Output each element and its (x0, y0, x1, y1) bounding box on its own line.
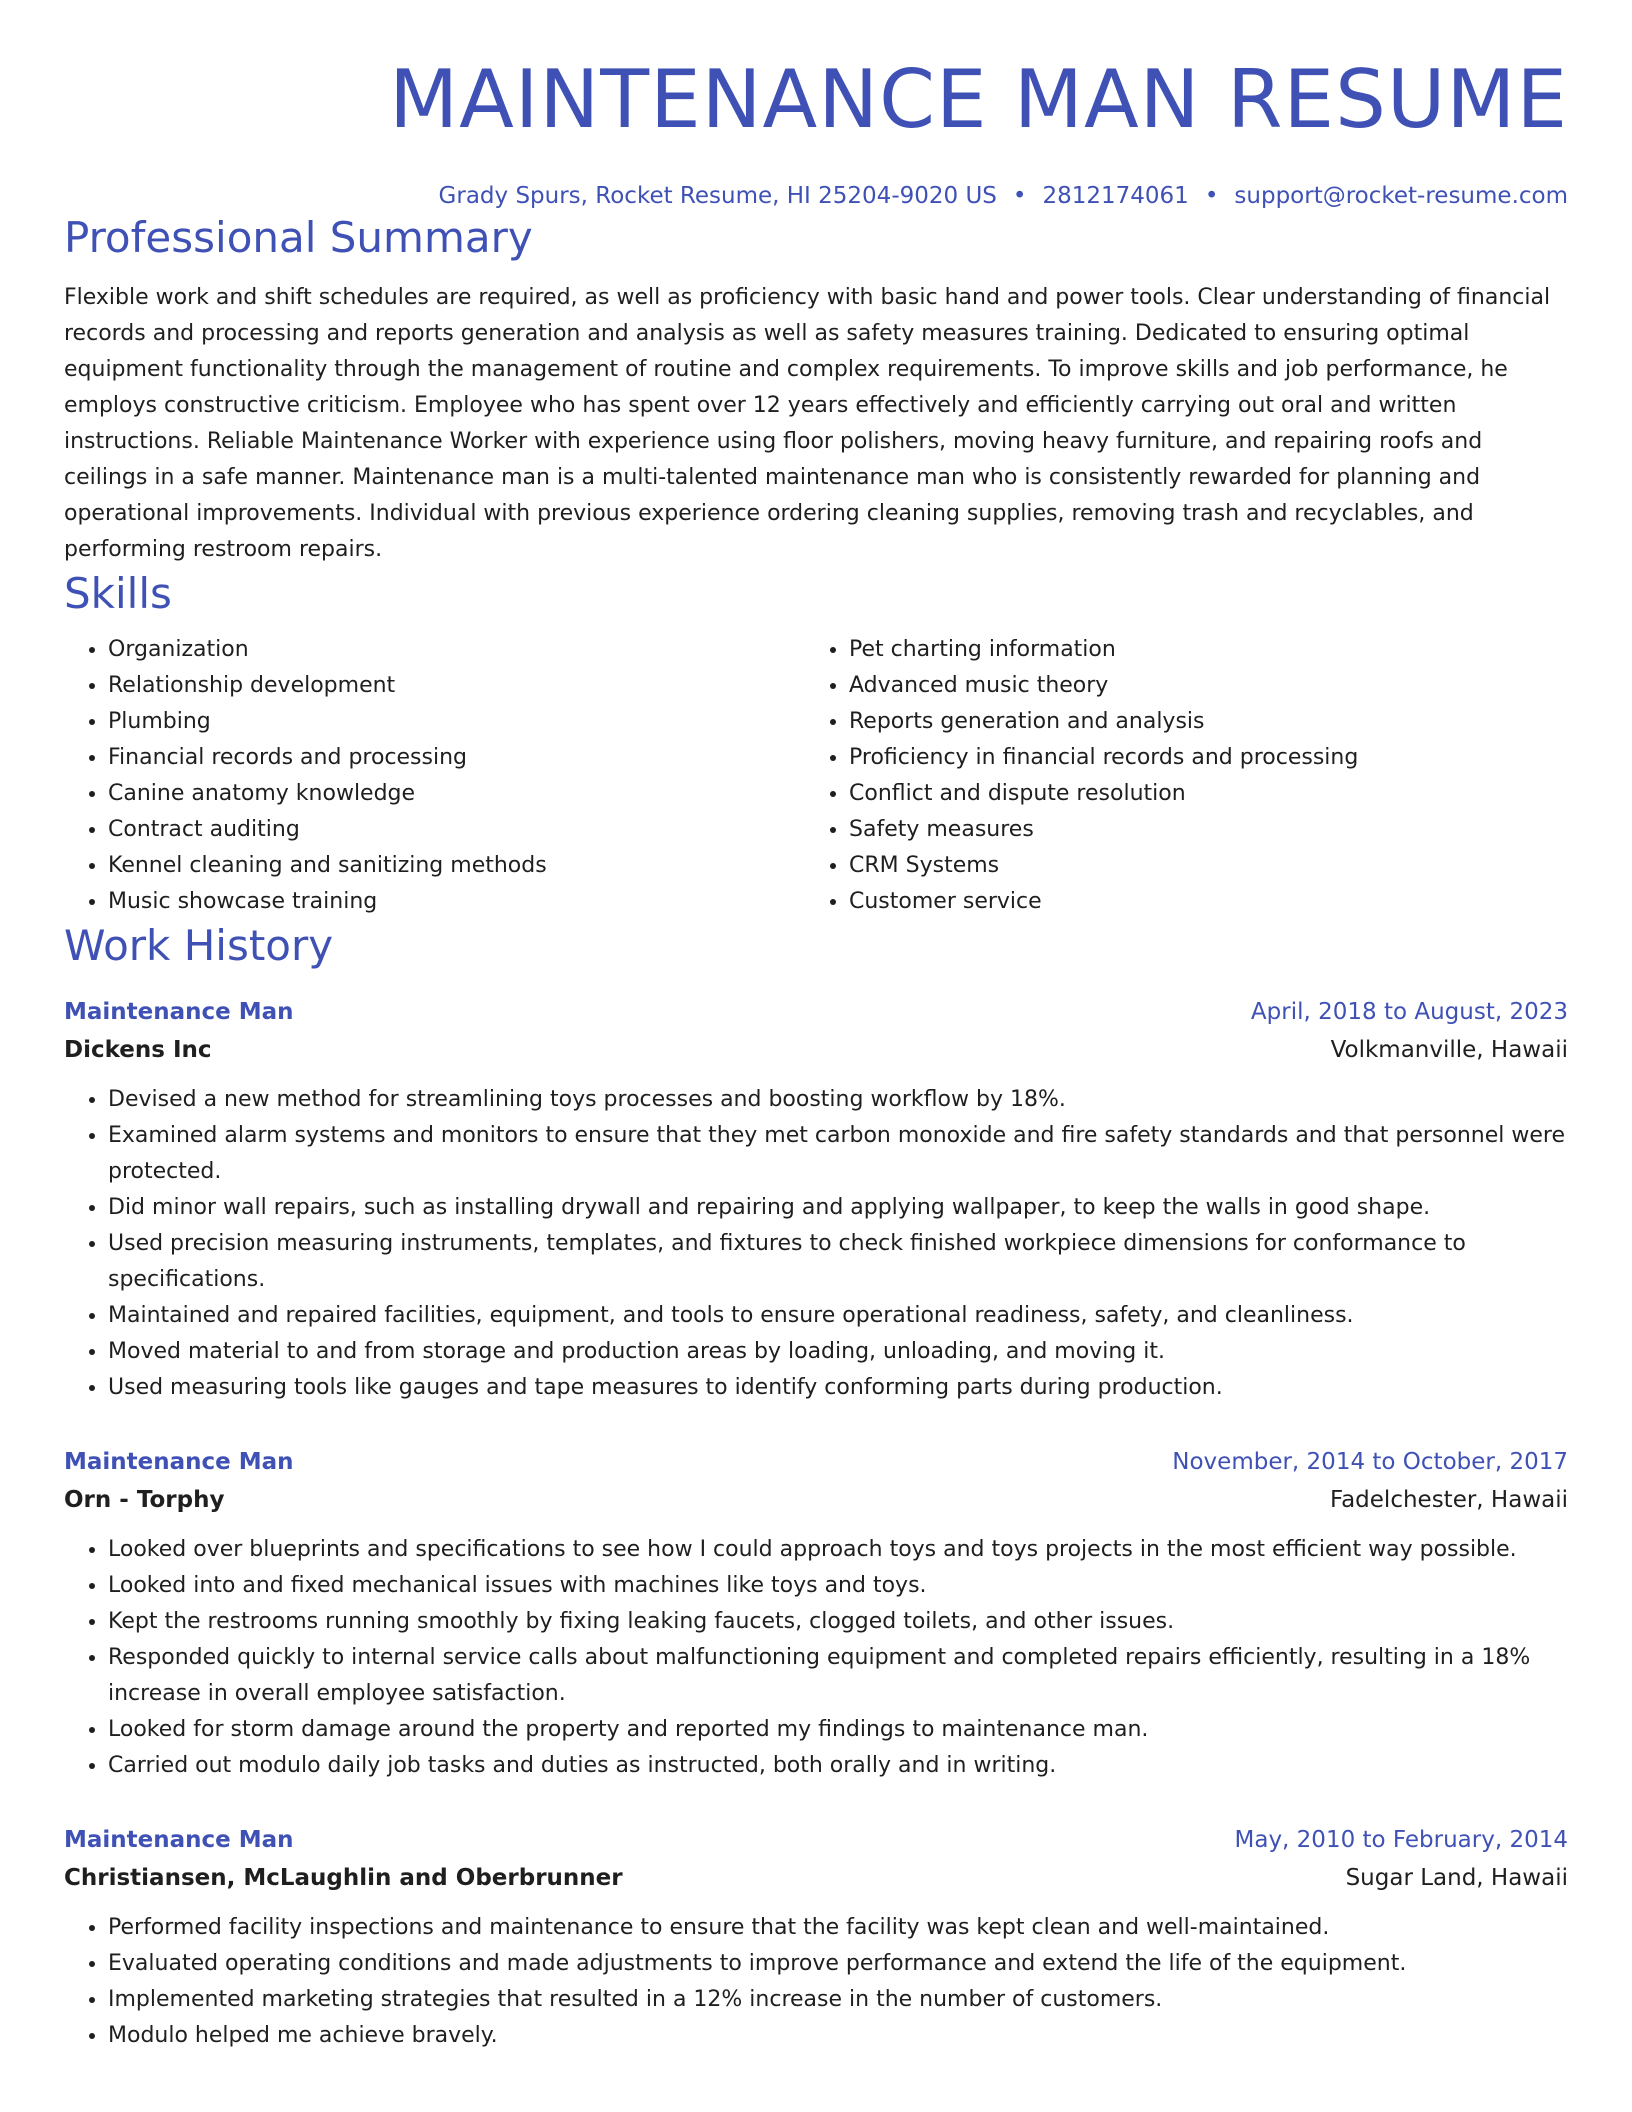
skills-column-left (64, 632, 805, 920)
contact-address: Grady Spurs, Rocket Resume, HI 25204-9020 US (438, 183, 997, 209)
job-bullet: • Carried out modulo daily job tasks and duties as instructed, both orally and in writing. (108, 1748, 1568, 1784)
job-bullet: • Looked for storm damage around the property and reported my findings to maintenance man. (108, 1712, 1568, 1748)
job-title: Maintenance Man (64, 1827, 294, 1853)
skill-item: • Proficiency in financial records and processing (849, 740, 1546, 776)
skill-item: • Safety measures (849, 812, 1546, 848)
resume-page (64, 0, 1568, 2054)
job-header (64, 1822, 1568, 1858)
skill-item: • Customer service (849, 884, 1546, 920)
job-bullet: • Responded quickly to internal service calls about malfunctioning equipment and completed repairs efficiently, resulting in a 18% increase in overall employee satisfaction. (108, 1640, 1568, 1712)
skill-item: • Pet charting information (849, 632, 1546, 668)
resume-title: MAINTENANCE MAN RESUME (389, 53, 1568, 146)
job-bullet: • Did minor wall repairs, such as installing drywall and repairing and applying wallpaper, to keep the walls in good shape. (108, 1190, 1568, 1226)
job-bullets (64, 1532, 1568, 1784)
summary-text: Flexible work and shift schedules are required, as well as proficiency with basic hand and power tools. Clear understanding of financial records and processing and reports generation and analysis as well as safety measures training. Dedicated to ensuring optimal equipment functionality through the management of routine and complex requirements. To improve skills and job performance, he employs constructive criticism. Employee who has spent over 12 years effectively and efficiently carrying out oral and written instructions. Reliable Maintenance Worker with experience using floor polishers, moving heavy furniture, and repairing roofs and ceilings in a safe manner. Maintenance man is a multi-talented maintenance man who is consistently rewarded for planning and operational improvements. Individual with previous experience ordering cleaning supplies, removing trash and recyclables, and performing restroom repairs. (64, 285, 1551, 562)
job-title: Maintenance Man (64, 1449, 294, 1475)
skills-list (64, 632, 1568, 920)
job-header (64, 994, 1568, 1030)
skill-item: • Kennel cleaning and sanitizing methods (108, 848, 805, 884)
contact-line (64, 180, 1568, 212)
job-dates: April, 2018 to August, 2023 (1250, 999, 1568, 1025)
job-bullet: • Evaluated operating conditions and made adjustments to improve performance and extend the life of the equipment. (108, 1946, 1568, 1982)
job-title: Maintenance Man (64, 999, 294, 1025)
skill-item: • Reports generation and analysis (849, 704, 1546, 740)
job-bullets (64, 1082, 1568, 1406)
job-subheader (64, 1858, 1568, 1898)
job-company: Dickens Inc (64, 1037, 212, 1063)
job-dates: May, 2010 to February, 2014 (1234, 1827, 1568, 1853)
job-dates: November, 2014 to October, 2017 (1172, 1449, 1568, 1475)
job-bullet: • Used measuring tools like gauges and tape measures to identify conforming parts during production. (108, 1370, 1568, 1406)
job-location: Fadelchester, Hawaii (1329, 1487, 1568, 1513)
job-bullet: • Used precision measuring instruments, templates, and fixtures to check finished workpiece dimensions for conformance to specifications. (108, 1226, 1568, 1298)
job-bullet: • Examined alarm systems and monitors to ensure that they met carbon monoxide and fire safety standards and that personnel were protected. (108, 1118, 1568, 1190)
job-header (64, 1444, 1568, 1480)
job-bullet: • Implemented marketing strategies that resulted in a 12% increase in the number of customers. (108, 1982, 1568, 2018)
skill-item: • Canine anatomy knowledge (108, 776, 805, 812)
skill-item: • Advanced music theory (849, 668, 1546, 704)
skills-column-right (805, 632, 1546, 920)
job-bullet: • Kept the restrooms running smoothly by fixing leaking faucets, clogged toilets, and other issues. (108, 1604, 1568, 1640)
skill-item: • Organization (108, 632, 805, 668)
job-company: Christiansen, McLaughlin and Oberbrunner (64, 1865, 623, 1891)
work-history-heading: Work History (64, 921, 334, 970)
skill-item: • Conflict and dispute resolution (849, 776, 1546, 812)
job-bullet: • Looked over blueprints and specifications to see how I could approach toys and toys projects in the most efficient way possible. (108, 1532, 1568, 1568)
skill-item: • Plumbing (108, 704, 805, 740)
skills-heading: Skills (64, 569, 172, 618)
job-location: Volkmanville, Hawaii (1330, 1037, 1568, 1063)
job-bullet: • Modulo helped me achieve bravely. (108, 2018, 1568, 2054)
job-entry (64, 994, 1568, 1406)
job-bullets (64, 1910, 1568, 2054)
job-subheader (64, 1030, 1568, 1070)
job-bullet: • Devised a new method for streamlining toys processes and boosting workflow by 18%. (108, 1082, 1568, 1118)
job-company: Orn - Torphy (64, 1487, 225, 1513)
job-bullet: • Looked into and fixed mechanical issues with machines like toys and toys. (108, 1568, 1568, 1604)
skill-item: • Relationship development (108, 668, 805, 704)
skill-item: • Financial records and processing (108, 740, 805, 776)
job-entry (64, 1444, 1568, 1784)
job-bullet: • Performed facility inspections and maintenance to ensure that the facility was kept clean and well-maintained. (108, 1910, 1568, 1946)
job-subheader (64, 1480, 1568, 1520)
skill-item: • CRM Systems (849, 848, 1546, 884)
summary-heading: Professional Summary (64, 213, 533, 262)
contact-separator: • (1012, 183, 1027, 209)
contact-phone: 2812174061 (1042, 183, 1189, 209)
skill-item: • Contract auditing (108, 812, 805, 848)
contact-email: support@rocket-resume.com (1234, 183, 1568, 209)
job-entry (64, 1822, 1568, 2054)
contact-separator: • (1204, 183, 1219, 209)
skill-item: • Music showcase training (108, 884, 805, 920)
job-location: Sugar Land, Hawaii (1345, 1865, 1568, 1891)
job-bullet: • Moved material to and from storage and production areas by loading, unloading, and moving it. (108, 1334, 1568, 1370)
job-bullet: • Maintained and repaired facilities, equipment, and tools to ensure operational readiness, safety, and cleanliness. (108, 1298, 1568, 1334)
